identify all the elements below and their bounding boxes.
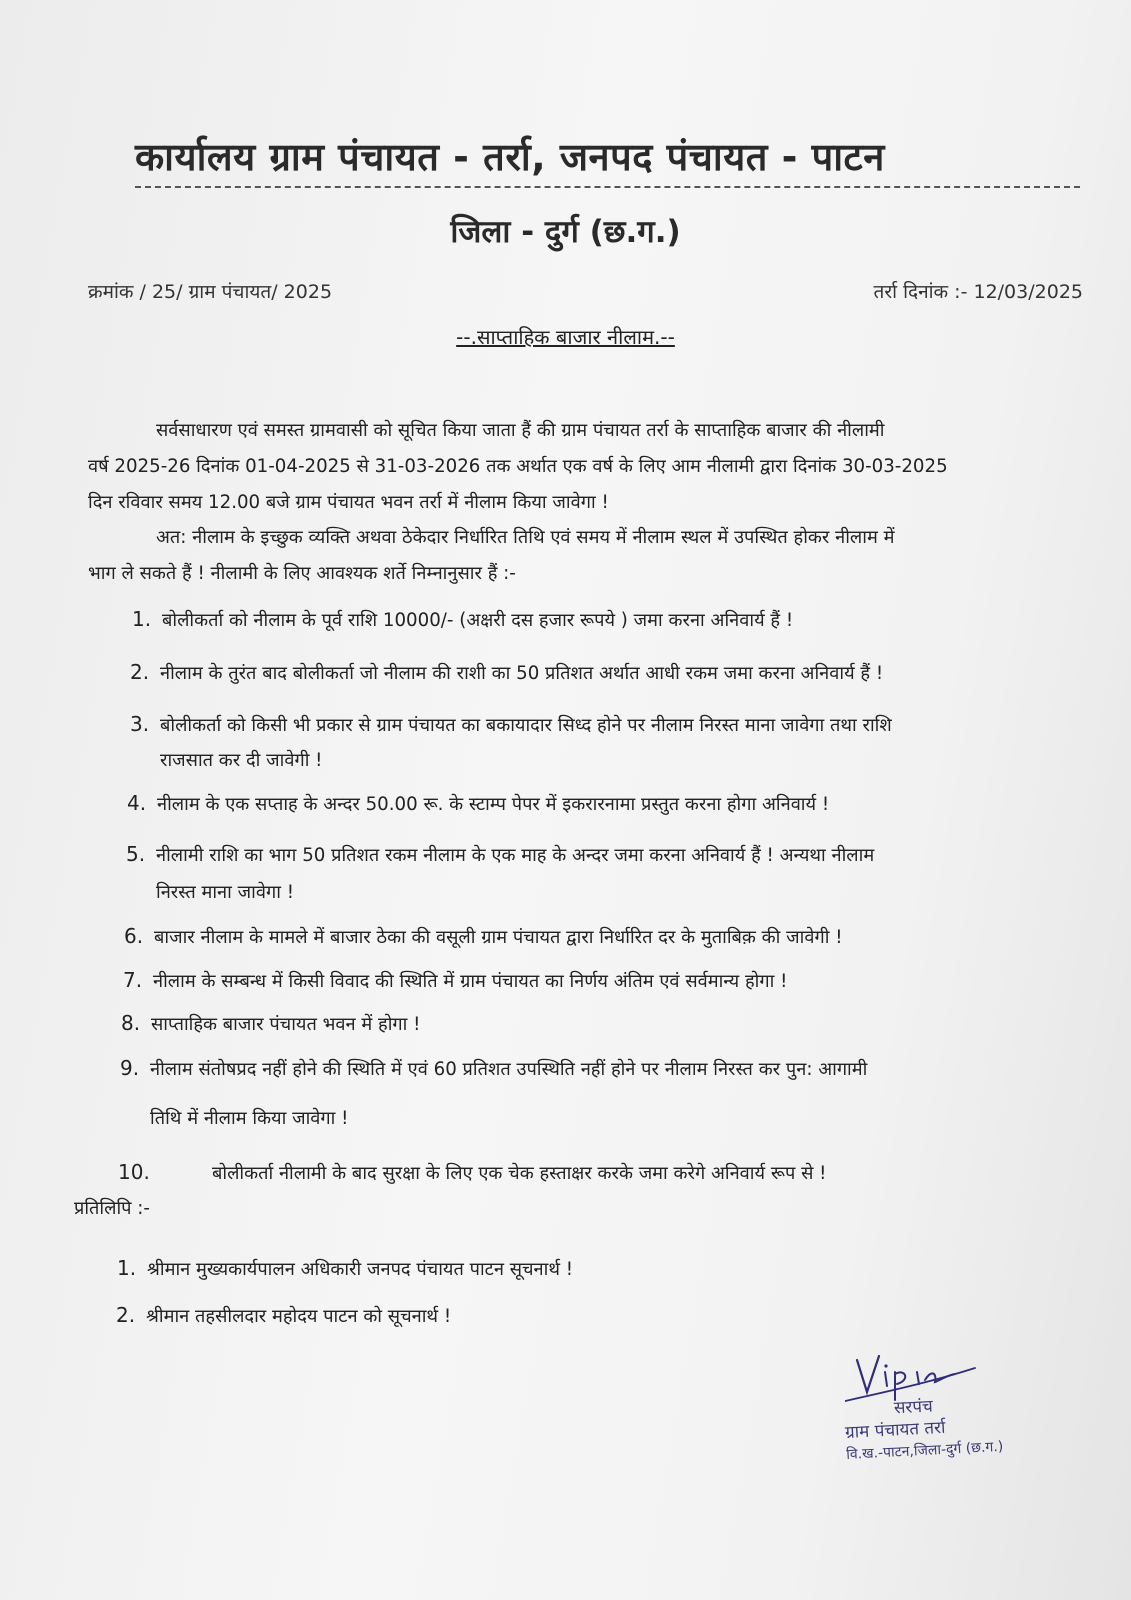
condition-text: नीलाम संतोषप्रद नहीं होने की स्थिति में एवं 60 प्रतिशत उपस्थिति नहीं होने पर नीलाम निरस्त कर पुन: आगामी [150, 1059, 868, 1080]
copy-text: श्रीमान मुख्यकार्यपालन अधिकारी जनपद पंचायत पाटन सूचनार्थ ! [147, 1259, 574, 1280]
para1-line: वर्ष 2025-26 दिनांक 01-04-2025 से 31-03-2026 तक अर्थात एक वर्ष के लिए आम नीलामी द्वारा दिनांक 30-03-2025 [88, 456, 948, 477]
condition-text: निरस्त माना जावेगा ! [156, 882, 294, 903]
para1-line: सर्वसाधारण एवं समस्त ग्रामवासी को सूचित किया जाता हैं की ग्राम पंचायत तर्रा के साप्ताहिक बाजार की नीलामी [156, 420, 885, 441]
condition-number: 10. [118, 1160, 150, 1184]
office-title: कार्यालय ग्राम पंचायत - तर्रा, जनपद पंचायत - पाटन [135, 130, 1080, 188]
copy-text: श्रीमान तहसीलदार महोदय पाटन को सूचनार्थ ! [146, 1306, 452, 1327]
condition-text: नीलाम के तुरंत बाद बोलीकर्ता जो नीलाम की राशी का 50 प्रतिशत अर्थात आधी रकम जमा करना अनिवार्य हैं ! [160, 663, 884, 684]
condition-text: नीलाम के सम्बन्ध में किसी विवाद की स्थिति में ग्राम पंचायत का निर्णय अंतिम एवं सर्वमान्य होगा ! [153, 971, 788, 992]
copy-number: 2. [116, 1303, 136, 1327]
copy-heading: प्रतिलिपि :- [74, 1198, 150, 1219]
condition-text: नीलामी राशि का भाग 50 प्रतिशत रकम नीलाम के एक माह के अन्दर जमा करना अनिवार्य हैं ! अन्यथा नीलाम [156, 845, 875, 866]
district-line: जिला - दुर्ग (छ.ग.) [450, 214, 681, 250]
condition-number: 1. [132, 607, 152, 631]
copy-number: 1. [117, 1256, 137, 1280]
condition-text: साप्ताहिक बाजार पंचायत भवन में होगा ! [151, 1014, 421, 1035]
sarpanch-stamp [843, 1388, 1076, 1466]
condition-text: बोलीकर्ता नीलामी के बाद सुरक्षा के लिए एक चेक हस्ताक्षर करके जमा करेगे अनिवार्य रूप से ! [212, 1163, 827, 1184]
stamp-address: वि.ख.-पाटन,जिला-दुर्ग (छ.ग.) [845, 1438, 1004, 1463]
stamp-office: ग्राम पंचायत तर्रा [844, 1417, 946, 1444]
condition-text: बोलीकर्ता को किसी भी प्रकार से ग्राम पंचायत का बकायादार सिध्द होने पर नीलाम निरस्त माना जावेगा तथा राशि [160, 715, 892, 736]
reference-number: क्रमांक / 25/ ग्राम पंचायत/ 2025 [88, 281, 333, 303]
condition-number: 6. [124, 924, 144, 948]
condition-number: 2. [130, 660, 150, 684]
condition-text: बाजार नीलाम के मामले में बाजार ठेका की वसूली ग्राम पंचायत द्वारा निर्धारित दर के मुताबिक़ की जावेगी ! [154, 927, 843, 948]
condition-number: 3. [130, 712, 150, 736]
condition-text: नीलाम के एक सप्ताह के अन्दर 50.00 रू. के स्टाम्प पेपर में इकरारनामा प्रस्तुत करना होगा अनिवार्य ! [157, 794, 830, 815]
para1-line: दिन रविवार समय 12.00 बजे ग्राम पंचायत भवन तर्रा में नीलाम किया जावेगा ! [88, 492, 609, 513]
condition-text: राजसात कर दी जावेगी ! [160, 750, 323, 771]
stamp-title: सरपंच [893, 1396, 934, 1419]
para2-line: भाग ले सकते हैं ! नीलामी के लिए आवश्यक शर्ते निम्नानुसार हैं :- [88, 563, 516, 584]
condition-number: 4. [127, 791, 147, 815]
notice-subject: --.साप्ताहिक बाजार नीलाम.-- [456, 325, 675, 349]
condition-number: 7. [123, 968, 143, 992]
condition-number: 8. [121, 1011, 141, 1035]
para2-line: अत: नीलाम के इच्छुक व्यक्ति अथवा ठेकेदार निर्धारित तिथि एवं समय में नीलाम स्थल में उपस्थित होकर नीलाम में [156, 527, 895, 548]
condition-text: तिथि में नीलाम किया जावेगा ! [150, 1108, 349, 1129]
notice-date: तर्रा दिनांक :- 12/03/2025 [873, 281, 1083, 303]
condition-number: 9. [120, 1056, 140, 1080]
condition-number: 5. [126, 842, 146, 866]
signature-block [845, 1350, 1085, 1480]
condition-text: बोलीकर्ता को नीलाम के पूर्व राशि 10000/- (अक्षरी दस हजार रूपये ) जमा करना अनिवार्य हैं ! [162, 610, 794, 631]
